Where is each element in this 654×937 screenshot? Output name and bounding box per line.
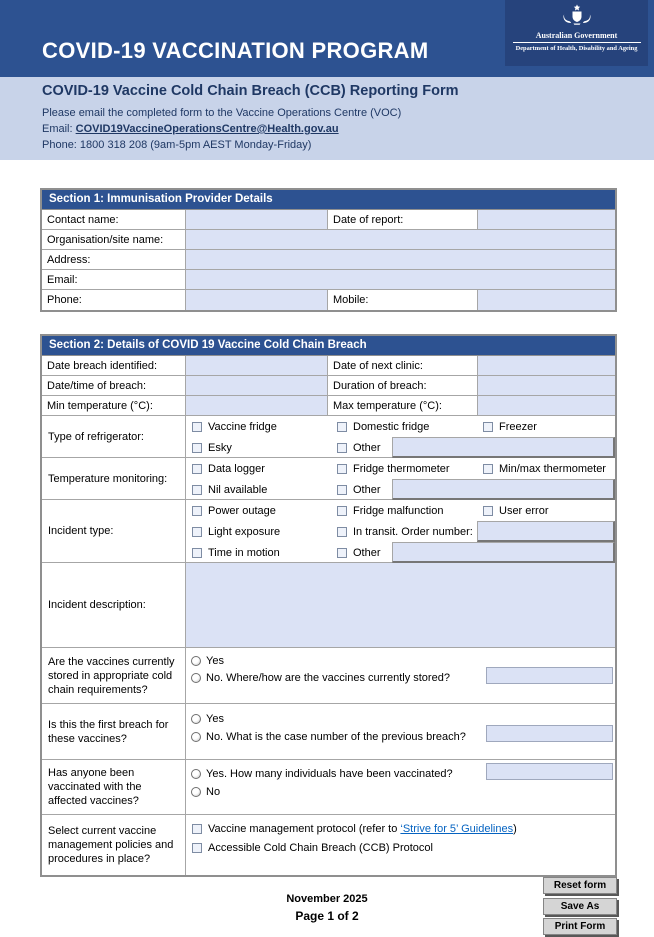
provider-email-label: Email:	[42, 270, 186, 290]
power-outage-label: Power outage	[208, 504, 276, 517]
first-breach-no-option	[191, 726, 466, 747]
refrigerator-row	[42, 416, 615, 458]
max-temp-label: Max temperature (°C):	[328, 396, 478, 416]
first-breach-yes-label: Yes	[206, 712, 224, 725]
freezer-checkbox[interactable]	[483, 422, 493, 432]
in-transit-order-number-input[interactable]	[477, 521, 615, 542]
incident-other-label: Other	[353, 546, 381, 559]
date-breach-identified-label: Date breach identified:	[42, 356, 186, 376]
option-refrigerator-other	[337, 437, 381, 458]
vaccinated-row	[42, 760, 615, 815]
duration-breach-input[interactable]	[478, 376, 615, 396]
incident-type-label: Incident type:	[42, 500, 186, 562]
monitoring-other-checkbox[interactable]	[337, 485, 347, 495]
option-freezer	[483, 416, 537, 437]
user-error-checkbox[interactable]	[483, 506, 493, 516]
refrigerator-other-checkbox[interactable]	[337, 443, 347, 453]
time-in-motion-label: Time in motion	[208, 546, 280, 559]
refrigerator-other-label: Other	[353, 441, 381, 454]
provider-email-input[interactable]	[186, 270, 615, 290]
phone-input[interactable]	[186, 290, 328, 310]
policies-options	[186, 815, 615, 875]
gov-logo-line1: Australian Government	[535, 31, 618, 40]
light-exposure-label: Light exposure	[208, 525, 281, 538]
in-transit-checkbox[interactable]	[337, 527, 347, 537]
policies-row	[42, 815, 615, 875]
stored-question-row	[42, 648, 615, 704]
section1-grid	[42, 210, 615, 310]
program-title: COVID-19 VACCINATION PROGRAM	[42, 38, 429, 63]
accessible-ccb-protocol-checkbox[interactable]	[192, 843, 202, 853]
print-form-button[interactable]: Print Form	[543, 918, 617, 935]
vaccinated-label: Has anyone been vaccinated with the affected vaccines?	[42, 760, 186, 814]
stored-where-input[interactable]	[486, 667, 613, 684]
policies-label: Select current vaccine management policies and procedures in place?	[42, 815, 186, 875]
footer-page-number: Page 1 of 2	[295, 909, 359, 923]
save-as-button[interactable]: Save As	[543, 898, 617, 915]
incident-description-label: Incident description:	[42, 563, 186, 647]
option-monitoring-other	[337, 479, 381, 500]
option-vaccine-fridge	[192, 416, 277, 437]
option-domestic-fridge	[337, 416, 429, 437]
first-breach-options	[186, 704, 615, 759]
option-in-transit	[337, 521, 473, 542]
organisation-label: Organisation/site name:	[42, 230, 186, 250]
refrigerator-options	[186, 416, 615, 457]
date-of-report-label: Date of report:	[328, 210, 478, 230]
stored-no-radio[interactable]	[191, 673, 201, 683]
refrigerator-other-input[interactable]	[392, 437, 615, 458]
date-next-clinic-input[interactable]	[478, 356, 615, 376]
intro-band	[0, 77, 654, 160]
vaccinated-yes-option	[191, 763, 453, 784]
domestic-fridge-checkbox[interactable]	[337, 422, 347, 432]
light-exposure-checkbox[interactable]	[192, 527, 202, 537]
gov-logo-line2: Department of Health, Disability and Ageing	[515, 45, 638, 52]
mobile-input[interactable]	[478, 290, 615, 310]
vaccine-fridge-label: Vaccine fridge	[208, 420, 277, 433]
intro-lines	[42, 105, 401, 153]
datetime-breach-label: Date/time of breach:	[42, 376, 186, 396]
section1-table	[40, 188, 617, 312]
policies-protocol-text	[208, 823, 517, 835]
vaccinated-count-input[interactable]	[486, 763, 613, 780]
min-temp-label: Min temperature (°C):	[42, 396, 186, 416]
fridge-thermometer-checkbox[interactable]	[337, 464, 347, 474]
max-temp-input[interactable]	[478, 396, 615, 416]
duration-breach-label: Duration of breach:	[328, 376, 478, 396]
option-data-logger	[192, 458, 265, 479]
section2-header: Section 2: Details of COVID 19 Vaccine Cold Chain Breach	[42, 336, 615, 356]
reset-form-button[interactable]: Reset form	[543, 877, 617, 894]
fridge-malfunction-label: Fridge malfunction	[353, 504, 444, 517]
incident-type-options	[186, 500, 615, 562]
date-breach-identified-input[interactable]	[186, 356, 328, 376]
footer-date: November 2025	[286, 893, 368, 905]
mobile-label: Mobile:	[328, 290, 478, 310]
protocol-text-suffix: )	[513, 822, 517, 835]
monitoring-row	[42, 458, 615, 500]
refrigerator-label: Type of refrigerator:	[42, 416, 186, 457]
monitoring-other-input[interactable]	[392, 479, 615, 500]
option-power-outage	[192, 500, 276, 521]
previous-case-number-input[interactable]	[486, 725, 613, 742]
gov-logo-divider	[513, 42, 641, 43]
vaccinated-no-option	[191, 781, 220, 802]
form-title: COVID-19 Vaccine Cold Chain Breach (CCB) Reporting Form	[42, 83, 459, 99]
option-nil-available	[192, 479, 267, 500]
address-input[interactable]	[186, 250, 615, 270]
nil-available-label: Nil available	[208, 483, 268, 496]
option-minmax-thermometer	[483, 458, 606, 479]
phone-line: Phone: 1800 318 208 (9am-5pm AEST Monday-Friday)	[42, 139, 312, 151]
policies-accessible-option	[192, 837, 433, 858]
vaccinated-options	[186, 760, 615, 814]
esky-label: Esky	[208, 441, 232, 454]
incident-other-input[interactable]	[392, 542, 615, 563]
vaccine-fridge-checkbox[interactable]	[192, 422, 202, 432]
instruction-line: Please email the completed form to the Vaccine Operations Centre (VOC)	[42, 107, 402, 119]
vaccine-management-protocol-checkbox[interactable]	[192, 824, 202, 834]
fridge-thermometer-label: Fridge thermometer	[353, 462, 450, 475]
first-breach-label: Is this the first breach for these vaccines?	[42, 704, 186, 759]
section1-header: Section 1: Immunisation Provider Details	[42, 190, 615, 210]
section2-grid	[42, 356, 615, 416]
first-breach-no-label: No. What is the case number of the previous breach?	[206, 730, 466, 743]
contact-name-label: Contact name:	[42, 210, 186, 230]
option-time-in-motion	[192, 542, 280, 563]
stored-yes-label: Yes	[206, 654, 224, 667]
vaccinated-no-radio[interactable]	[191, 787, 201, 797]
option-user-error	[483, 500, 549, 521]
option-fridge-thermometer	[337, 458, 450, 479]
monitoring-options	[186, 458, 615, 499]
email-label: Email:	[42, 123, 73, 135]
address-label: Address:	[42, 250, 186, 270]
section2-table	[40, 334, 617, 877]
time-in-motion-checkbox[interactable]	[192, 548, 202, 558]
incident-description-row	[42, 563, 615, 648]
stored-yes-radio[interactable]	[191, 656, 201, 666]
option-incident-other	[337, 542, 381, 563]
stored-no-label: No. Where/how are the vaccines currently stored?	[206, 671, 450, 684]
fridge-malfunction-checkbox[interactable]	[337, 506, 347, 516]
stored-question-options	[186, 648, 615, 703]
minmax-thermometer-label: Min/max thermometer	[499, 462, 606, 475]
incident-type-row	[42, 500, 615, 563]
date-of-report-input[interactable]	[478, 210, 615, 230]
protocol-text-prefix: Vaccine management protocol (refer to	[208, 822, 401, 835]
stored-no-option	[191, 667, 450, 688]
first-breach-yes-radio[interactable]	[191, 714, 201, 724]
incident-description-cell	[186, 563, 615, 647]
vaccinated-no-label: No	[206, 785, 221, 798]
vaccinated-yes-radio[interactable]	[191, 769, 201, 779]
in-transit-label: In transit. Order number:	[353, 525, 473, 538]
policies-protocol-option	[192, 818, 517, 839]
phone-label: Phone:	[42, 290, 186, 310]
first-breach-row	[42, 704, 615, 760]
email-link[interactable]: COVID19VaccineOperationsCentre@Health.gov.au	[75, 123, 339, 135]
contact-name-input[interactable]	[186, 210, 328, 230]
esky-checkbox[interactable]	[192, 443, 202, 453]
incident-description-textarea[interactable]	[186, 563, 615, 647]
monitoring-other-label: Other	[353, 483, 381, 496]
freezer-label: Freezer	[499, 420, 537, 433]
option-light-exposure	[192, 521, 280, 542]
minmax-thermometer-checkbox[interactable]	[483, 464, 493, 474]
datetime-breach-input[interactable]	[186, 376, 328, 396]
australian-government-logo	[505, 0, 648, 66]
option-fridge-malfunction	[337, 500, 444, 521]
date-next-clinic-label: Date of next clinic:	[328, 356, 478, 376]
australian-coat-of-arms-icon	[560, 4, 594, 31]
monitoring-label: Temperature monitoring:	[42, 458, 186, 499]
min-temp-input[interactable]	[186, 396, 328, 416]
email-line	[42, 121, 401, 137]
organisation-input[interactable]	[186, 230, 615, 250]
data-logger-checkbox[interactable]	[192, 464, 202, 474]
option-esky	[192, 437, 232, 458]
first-breach-no-radio[interactable]	[191, 732, 201, 742]
nil-available-checkbox[interactable]	[192, 485, 202, 495]
power-outage-checkbox[interactable]	[192, 506, 202, 516]
accessible-ccb-label: Accessible Cold Chain Breach (CCB) Protocol	[208, 841, 433, 854]
program-banner	[0, 0, 654, 77]
user-error-label: User error	[499, 504, 549, 517]
stored-question-label: Are the vaccines currently stored in appropriate cold chain requirements?	[42, 648, 186, 703]
strive-for-5-link[interactable]: ‘Strive for 5’ Guidelines	[400, 822, 514, 835]
data-logger-label: Data logger	[208, 462, 265, 475]
vaccinated-yes-label: Yes. How many individuals have been vaccinated?	[206, 767, 453, 780]
incident-other-checkbox[interactable]	[337, 548, 347, 558]
domestic-fridge-label: Domestic fridge	[353, 420, 430, 433]
